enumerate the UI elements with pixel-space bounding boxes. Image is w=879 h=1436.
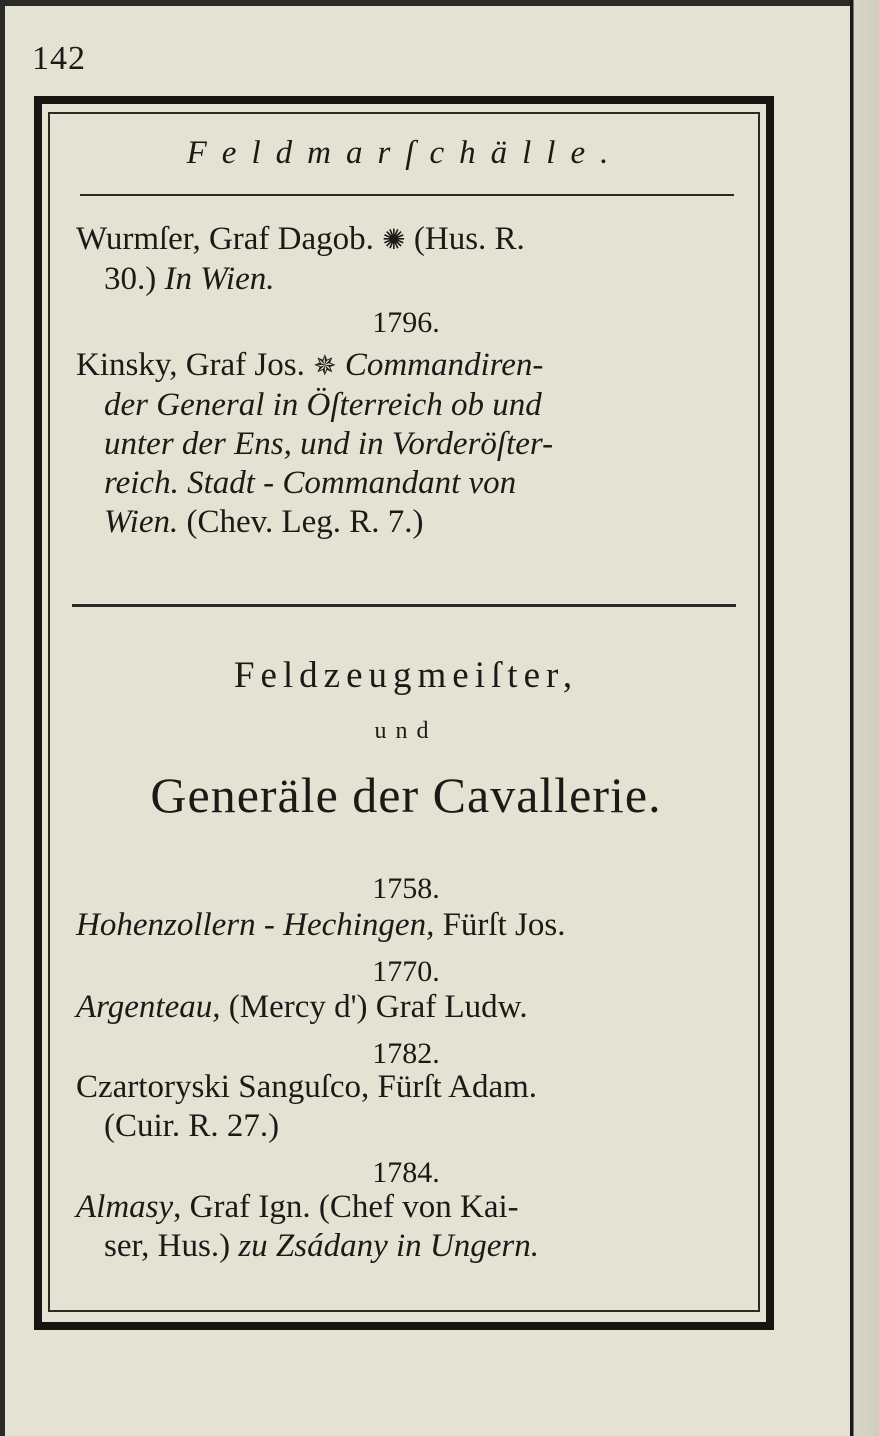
- year-label: 1784.: [372, 1156, 440, 1189]
- entry-location: Wien.: [104, 504, 179, 540]
- section-heading-feldmarschaelle: Feldmarſchälle.: [186, 135, 624, 171]
- entry-line: [76, 346, 736, 386]
- entry-text: 30.): [104, 261, 157, 297]
- entry-czartoryski: [76, 1068, 736, 1146]
- scan-top-edge: [0, 0, 879, 6]
- page-number: 142: [32, 40, 86, 77]
- entry-line: [76, 1188, 736, 1227]
- entry-kinsky: [76, 346, 736, 542]
- entry-line: unter der Ens, und in Vorderöſter-: [104, 426, 554, 462]
- entry-text: (Mercy d') Graf Ludw.: [228, 989, 528, 1025]
- order-star-icon: ✵: [313, 351, 337, 382]
- entry-line: reich. Stadt - Commandant von: [104, 465, 517, 501]
- entry-text: ser, Hus.): [104, 1228, 231, 1264]
- entry-line: der General in Öſterreich ob und: [104, 387, 542, 423]
- year-label: 1758.: [372, 872, 440, 905]
- entry-location: In Wien.: [164, 261, 275, 297]
- year-label: 1782.: [372, 1037, 440, 1070]
- section-title-generaele: Generäle der Cavallerie.: [150, 767, 662, 823]
- entry-text: Wurmſer, Graf Dagob.: [76, 221, 374, 257]
- entry-line: [76, 503, 736, 542]
- entry-text: Fürſt Jos.: [442, 907, 566, 943]
- entry-text: (Hus. R.: [413, 221, 525, 257]
- entry-location: zu Zsádany in Ungern.: [238, 1228, 540, 1264]
- entry-line: [76, 220, 736, 260]
- section-title-feldzeugmeister: Feldzeugmeiſter,: [233, 655, 579, 696]
- entry-argenteau: [76, 988, 736, 1027]
- scan-left-edge: [0, 0, 5, 1436]
- entry-name: Argenteau,: [76, 989, 221, 1025]
- entry-line: Czartoryski Sanguſco, Fürſt Adam.: [76, 1069, 538, 1105]
- section-divider: [72, 604, 736, 607]
- section-title-und: und: [374, 718, 438, 744]
- entry-name: Almasy: [76, 1189, 174, 1225]
- entry-almasy: [76, 1188, 736, 1266]
- year-label: 1770.: [372, 955, 440, 988]
- entry-text: , Graf Ign. (Chef von Kai-: [173, 1189, 519, 1225]
- order-star-icon: ✺: [382, 225, 406, 256]
- facing-page-edge: [850, 0, 879, 1436]
- entry-hohenzollern: [76, 906, 736, 945]
- entry-wurmser: [76, 220, 736, 299]
- entry-title: Commandiren-: [344, 347, 544, 383]
- year-label: 1796.: [372, 306, 440, 339]
- entry-line: [76, 1227, 736, 1266]
- entry-line: (Cuir. R. 27.): [104, 1108, 280, 1144]
- entry-text: (Chev. Leg. R. 7.): [186, 504, 424, 540]
- entry-line: [76, 260, 736, 299]
- heading-rule: [80, 194, 734, 196]
- entry-text: Kinsky, Graf Jos.: [76, 347, 305, 383]
- entry-name: Hohenzollern - Hechingen,: [76, 907, 435, 943]
